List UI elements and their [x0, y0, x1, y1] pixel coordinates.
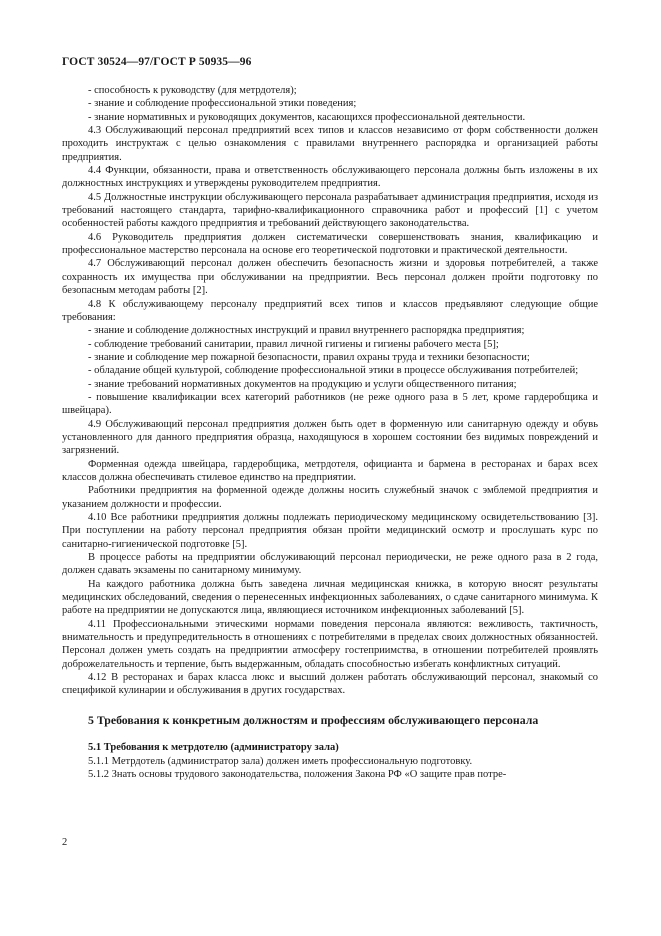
paragraph: На каждого работника должна быть заведена личная медицинская книжка, в которую вносят результаты медицинских обследований, сведения о перенесенных инфекционных заболеваниях, о сдаче санитарного минимума. К работе на предприятии не допускаются лица, являющиеся источником инфекционных заболеваний [5].	[62, 578, 598, 617]
paragraph-4-5: 4.5 Должностные инструкции обслуживающего персонала разрабатывает администрация предприятия, исходя из требований настоящего стандарта, тарифно-квалификационного справочника работ и профессий [1] с учетом особенностей работы каждого предприятия и требований действующего законодательства.	[62, 191, 598, 230]
page-number: 2	[62, 837, 68, 848]
paragraph-4-12: 4.12 В ресторанах и барах класса люкс и высший должен работать обслуживающий персонал, знакомый со спецификой кулинарии и обслуживания в других государствах.	[62, 672, 598, 697]
paragraph-4-9: 4.9 Обслуживающий персонал предприятия должен быть одет в форменную или санитарную одежду и обувь установленного для данного предприятия образца, находящуюся в хорошем состоянии без видимых повреждений и загрязнений.	[62, 418, 598, 457]
paragraph-5-1-1: 5.1.1 Метрдотель (администратор зала) должен иметь профессиональную подготовку.	[88, 755, 473, 767]
list-item: - знание требований нормативных документов на продукцию и услуги общественного питания;	[88, 378, 517, 390]
paragraph-4-6: 4.6 Руководитель предприятия должен систематически совершенствовать знания, квалификацию и профессиональное мастерство персонала на основе его теоретической подготовки и практической деятельности.	[62, 231, 598, 257]
paragraph-4-3: 4.3 Обслуживающий персонал предприятий всех типов и классов независимо от форм собственности должен проходить инструктаж с целью ознакомления с правилами внутреннего распорядка и организацией работы предприятия.	[62, 125, 598, 163]
paragraph: Форменная одежда швейцара, гардеробщика, метрдотеля, официанта и бармена в ресторанах и барах всех классов должна обеспечивать стилевое единство на предприятии.	[62, 458, 598, 483]
page-header: ГОСТ 30524—97/ГОСТ Р 50935—96	[62, 56, 252, 68]
list-item: - повышение квалификации всех категорий работников (не реже одного раза в 5 лет, кроме гардеробщика и швейцара).	[62, 391, 598, 417]
document-body	[62, 84, 598, 781]
list-item: - знание нормативных и руководящих документов, касающихся профессиональной деятельности.	[88, 111, 526, 123]
paragraph: Работники предприятия на форменной одежде должны носить служебный значок с эмблемой предприятия и указанием должности и профессии.	[62, 485, 598, 510]
list-item: - соблюдение требований санитарии, правил личной гигиены и гигиены рабочего места [5];	[88, 338, 499, 350]
list-item: - обладание общей культурой, соблюдение профессиональной этики в процессе обслуживания потребителей;	[88, 365, 579, 377]
list-item: - знание и соблюдение должностных инструкций и правил внутреннего распорядка предприятия;	[88, 325, 525, 337]
list-item: - знание и соблюдение профессиональной этики поведения;	[88, 98, 357, 110]
list-item: - знание и соблюдение мер пожарной безопасности, правил охраны труда и техники безопасности;	[88, 351, 530, 363]
paragraph: В процессе работы на предприятии обслуживающий персонал периодически, не реже одного раза в 2 года, должен сдавать экзамены по санитарному минимуму.	[62, 552, 598, 577]
paragraph-5-1-2: 5.1.2 Знать основы трудового законодательства, положения Закона РФ «О защите прав потре-	[88, 768, 507, 780]
paragraph-4-8: 4.8 К обслуживающему персоналу предприятий всех типов и классов предъявляют следующие общие требования:	[62, 298, 598, 323]
paragraph-4-4: 4.4 Функции, обязанности, права и ответственность обслуживающего персонала должны быть изложены в их должностных инструкциях и утверждены руководителем предприятия.	[62, 165, 598, 190]
list-item: - способность к руководству (для метрдотеля);	[88, 85, 297, 96]
paragraph-4-11: 4.11 Профессиональными этическими нормами поведения персонала являются: вежливость, тактичность, внимательность и предупредительность в отношениях с потребителями в пределах своих должностных обязанностей. Персонал должен уметь создать на предприятии атмосферу гостеприимства, в отношении потребителей проявлять доброжелательность и терпение, быть выдержанным, обладать способностью избегать конфликтных ситуаций.	[62, 618, 598, 670]
paragraph-4-7: 4.7 Обслуживающий персонал должен обеспечить безопасность жизни и здоровья потребителей, а также сохранность их имущества при обслуживании на предприятии. Весь персонал должен пройти подготовку по безопасным методам работы [2].	[62, 258, 598, 297]
paragraph-4-10: 4.10 Все работники предприятия должны подлежать периодическому медицинскому освидетельствованию [3]. При поступлении на работу персонал предприятия обязан пройти медицинский осмотр и прослушать курс по санитарно-гигиенической подготовке [5].	[62, 512, 598, 550]
subsection-heading: 5.1 Требования к метрдотелю (администратору зала)	[88, 742, 339, 754]
section-heading: 5 Требования к конкретным должностям и профессиям обслуживающего персонала	[88, 712, 539, 727]
